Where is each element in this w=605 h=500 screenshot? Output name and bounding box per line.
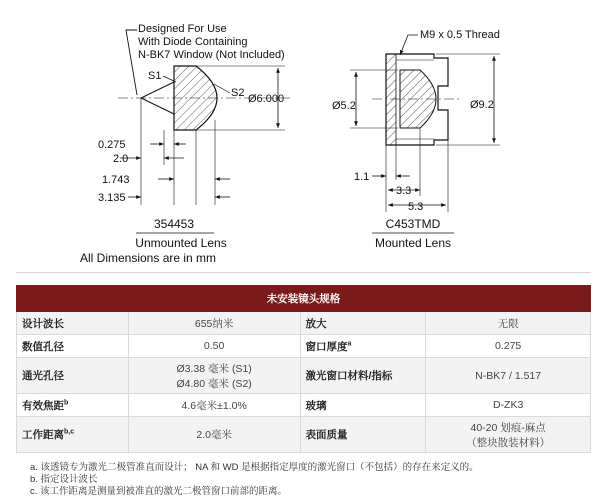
dim-0275-label: 0.275 [98, 139, 126, 151]
thread-section [386, 54, 396, 145]
row-value: 40-20 划痕-麻点 （整块散装材料） [426, 417, 591, 453]
row-label: 表面质量 [300, 417, 426, 453]
note-leader [126, 30, 137, 95]
footnote-mark: b,c [64, 428, 75, 436]
row-value: 2.0毫米 [128, 417, 300, 453]
dim-3135-label: 3.135 [98, 192, 126, 204]
row-label: 激光窗口材料/指标 [300, 358, 426, 394]
dim-1743-label: 1.743 [102, 174, 130, 186]
note-line-3: N-BK7 Window (Not Included) [138, 49, 285, 61]
footnote-a: a. 该透镜专为激光二极管准直而设计； NA 和 WD 是根据指定厚度的激光窗口（不包括）的存在来定义的。 [30, 462, 479, 473]
row-label: 数值孔径 [17, 335, 129, 358]
dim-20-label: 2.0 [113, 153, 129, 165]
unmounted-caption: Unmounted Lens [135, 236, 227, 250]
row-label: 工作距离$^{b,c}$ [17, 417, 129, 453]
row-value: 0.50 [128, 335, 300, 358]
outer-diameter-label: Ø9.2 [470, 99, 494, 111]
row-value: N-BK7 / 1.517 [426, 358, 591, 394]
dim-11-label: 1.1 [354, 171, 370, 183]
units-note: All Dimensions are in mm [80, 251, 217, 265]
dim-53-label: 5.3 [408, 201, 424, 213]
spec-table-title: 未安装镜头规格 [17, 286, 591, 312]
s2-label: S2 [231, 87, 245, 99]
unmounted-part-number: 354453 [153, 217, 195, 231]
diameter-label: Ø6.000 [248, 93, 285, 105]
s1-label: S1 [148, 70, 162, 82]
row-value: Ø3.38 毫米 (S1) Ø4.80 毫米 (S2) [128, 358, 300, 394]
mounted-caption: Mounted Lens [374, 236, 452, 250]
footnote-c: c. 该工作距离是测量到被准直的激光二极管窗口前部的距离。 [30, 486, 288, 497]
table-row [17, 335, 591, 358]
row-label: 放大 [300, 312, 426, 335]
footnote-mark: a [347, 340, 352, 347]
footnote-b: b. 指定设计波长 [30, 474, 98, 485]
thread-label: M9 x 0.5 Thread [420, 29, 500, 41]
row-value: 4.6毫米±1.0% [128, 394, 300, 417]
mounted-lens-drawing [332, 29, 500, 250]
row-label: 玻璃 [300, 394, 426, 417]
inner-diameter-label: Ø5.2 [332, 100, 356, 112]
row-label: 设计波长 [17, 312, 129, 335]
note-line-1: Designed For Use [138, 23, 227, 35]
row-label: 有效焦距$^b$ [17, 394, 129, 417]
row-value: 0.275 [426, 335, 591, 358]
row-label: 窗口厚度$^a$ [300, 335, 426, 358]
row-value: 无限 [426, 312, 591, 335]
table-row [17, 417, 591, 453]
dim-33-label: 3.3 [396, 185, 412, 197]
unmounted-lens-drawing [80, 23, 290, 265]
note-line-2: With Diode Containing [138, 36, 248, 48]
spec-table [16, 285, 591, 453]
table-row [17, 358, 591, 394]
row-label: 通光孔径 [17, 358, 129, 394]
footnote-mark: b [64, 399, 69, 406]
table-row [17, 394, 591, 417]
mounted-part-number: C453TMD [385, 217, 441, 231]
section-divider [16, 272, 591, 273]
row-value: D-ZK3 [426, 394, 591, 417]
table-row [17, 312, 591, 335]
row-value: 655纳米 [128, 312, 300, 335]
